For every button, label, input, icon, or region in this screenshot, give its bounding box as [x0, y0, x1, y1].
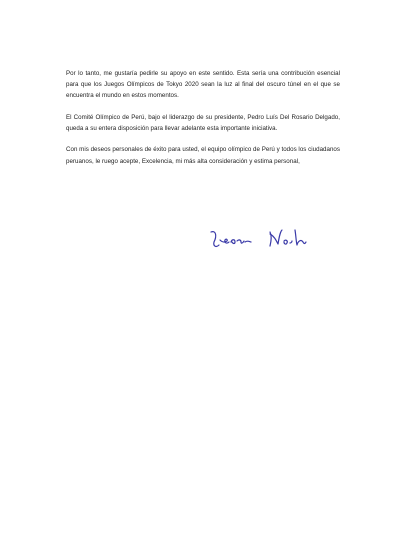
- paragraph-closing: Con mis deseos personales de éxito para usted, el equipo olímpico de Perú y todos los ciudadanos peruanos, le ruego acepte, Excelencia, mi más alta consideración y estima personal,: [66, 146, 340, 165]
- paragraph-request-support: Por lo tanto, me gustaría pedirle su apoyo en este sentido. Esta sería una contribución esencial para que los Juegos Olímpicos de Tokyo 2020 sean la luz al final del oscuro túnel en el que se encuentra el mundo en estos momentos.: [66, 70, 340, 100]
- paragraph-committee-availability: El Comité Olímpico de Perú, bajo el liderazgo de su presidente, Pedro Luís Del Rosario Delgado, queda a su entera disposición para llevar adelante esta importante iniciativa.: [66, 113, 340, 132]
- letter-body: [66, 68, 340, 177]
- handwritten-signature: [208, 220, 328, 260]
